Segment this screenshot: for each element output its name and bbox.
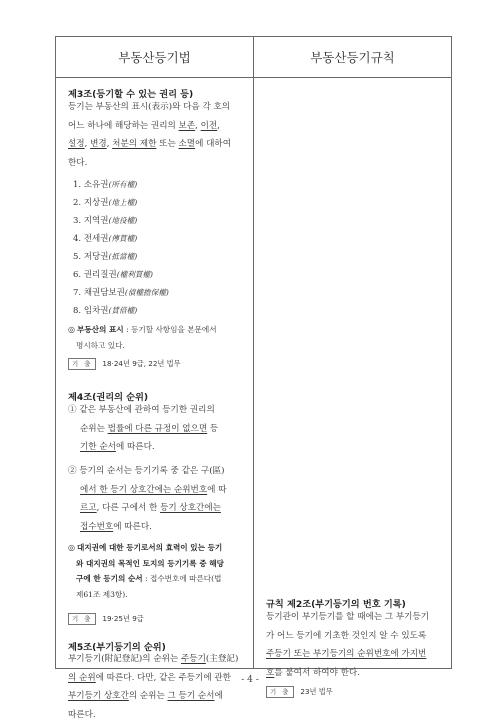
rule-2-title: 규칙 제2조(부기등기의 번호 기록) bbox=[266, 599, 406, 610]
paragraph-line: 등기관이 부기등기를 할 때에는 그 부기등기 bbox=[266, 612, 430, 622]
exam-text: 23년 법무 bbox=[300, 687, 333, 696]
paragraph-line: 기한 순서에 따른다. bbox=[80, 442, 155, 453]
page-number: - 4 - bbox=[241, 675, 259, 685]
paragraph-line: 부기등기 상호간의 순위는 그 등기 순서에 bbox=[68, 691, 223, 702]
article-3-note bbox=[68, 322, 246, 353]
exam-text: 19·25년 9급 bbox=[102, 614, 144, 623]
paragraph-line: ① 같은 부동산에 관하여 등기한 권리의 bbox=[68, 405, 215, 415]
article-4-title: 제4조(권리의 순위) bbox=[68, 392, 149, 403]
right-type-item: 6. 권리질권(權利質權) bbox=[73, 270, 153, 280]
exam-badge: 기 출 bbox=[68, 613, 96, 625]
article-3-line: 한다. bbox=[68, 157, 88, 168]
note-text: 명시하고 있다. bbox=[76, 340, 125, 350]
note-heading: 와 대지권의 목적인 토지의 등기기록 중 해당 bbox=[76, 558, 224, 568]
note-heading: 구에 한 등기의 순서 bbox=[76, 574, 143, 583]
paragraph-line: 따른다. bbox=[68, 709, 96, 720]
right-type-item: 4. 전세권(傳貰權) bbox=[73, 234, 138, 244]
law-comparison-table bbox=[55, 36, 452, 720]
paragraph-line: 의 순위에 따른다. 다만, 같은 주등기에 관한 bbox=[68, 672, 231, 683]
exam-history bbox=[266, 686, 333, 698]
paragraph-line: 에서 한 등기 상호간에는 순위번호에 따 bbox=[80, 484, 227, 495]
article-3-line: 어느 하나에 해당하는 권리의 보존, 이전, bbox=[68, 120, 220, 131]
paragraph-line: 주등기 또는 부기등기의 순위번호에 가지번 bbox=[266, 649, 427, 660]
rules-column bbox=[253, 78, 451, 696]
paragraph-line: 접수번호에 따른다. bbox=[80, 521, 152, 532]
header-rules: 부동산등기규칙 bbox=[253, 37, 451, 77]
note-text: : 등기할 사항임을 본문에서 bbox=[123, 325, 217, 334]
article-3-title: 제3조(등기할 수 있는 권리 등) bbox=[68, 89, 194, 100]
law-column bbox=[56, 78, 253, 720]
exam-badge: 기 출 bbox=[266, 686, 294, 698]
article-4-paragraph-1 bbox=[68, 401, 244, 457]
article-4-note bbox=[68, 540, 246, 602]
paragraph-line: 가 어느 등기에 기초한 것인지 알 수 있도록 bbox=[266, 630, 427, 641]
note-heading: 대지권에 대한 등기로서의 효력이 있는 등기 bbox=[76, 543, 223, 552]
rule-2-body bbox=[266, 608, 448, 682]
right-type-item: 5. 저당권(抵當權) bbox=[73, 252, 138, 262]
article-5-body bbox=[68, 650, 244, 724]
paragraph-line: ② 등기의 순서는 등기기록 중 같은 구(區) bbox=[68, 466, 225, 476]
article-4-paragraph-2 bbox=[68, 462, 244, 536]
paragraph-line: 르고, 다른 구에서 한 등기 상호간에는 bbox=[80, 503, 221, 514]
note-text: 제61조 제3항). bbox=[76, 589, 128, 599]
exam-badge: 기 출 bbox=[68, 358, 96, 370]
note-bullet-icon: ◎ bbox=[68, 324, 75, 334]
paragraph-line: 부기등기(附記登記)의 순위는 주등기(主登記) bbox=[68, 654, 239, 664]
right-type-item: 7. 채권담보권(債權擔保權) bbox=[73, 288, 169, 298]
table-body-row bbox=[56, 78, 451, 720]
article-3-line: 등기는 부동산의 표시(表示)와 다음 각 호의 bbox=[68, 102, 231, 112]
note-bullet-icon: ◎ bbox=[68, 542, 75, 552]
article-5-title: 제5조(부기등기의 순위) bbox=[68, 642, 166, 653]
article-3-line: 설정, 변경, 처분의 제한 또는 소멸에 대하여 bbox=[68, 139, 232, 150]
paragraph-line: 호를 붙여서 하여야 한다. bbox=[266, 667, 360, 678]
exam-history bbox=[68, 358, 181, 370]
article-3-body bbox=[68, 98, 244, 172]
table-header-row bbox=[56, 37, 451, 78]
right-type-item: 3. 지역권(地役權) bbox=[73, 216, 138, 226]
exam-history bbox=[68, 613, 144, 625]
note-text: : 접수번호에 따른다(법 bbox=[142, 574, 222, 583]
right-type-item: 8. 임차권(賃借權) bbox=[73, 306, 138, 316]
header-law: 부동산등기법 bbox=[118, 50, 191, 65]
right-type-item: 1. 소유권(所有權) bbox=[73, 180, 138, 190]
exam-text: 18·24년 9급, 22년 법무 bbox=[102, 359, 181, 368]
note-heading: 부동산의 표시 bbox=[76, 325, 124, 334]
paragraph-line: 순위는 법률에 다른 규정이 없으면 등 bbox=[80, 423, 219, 434]
right-type-item: 2. 지상권(地上權) bbox=[73, 198, 138, 208]
